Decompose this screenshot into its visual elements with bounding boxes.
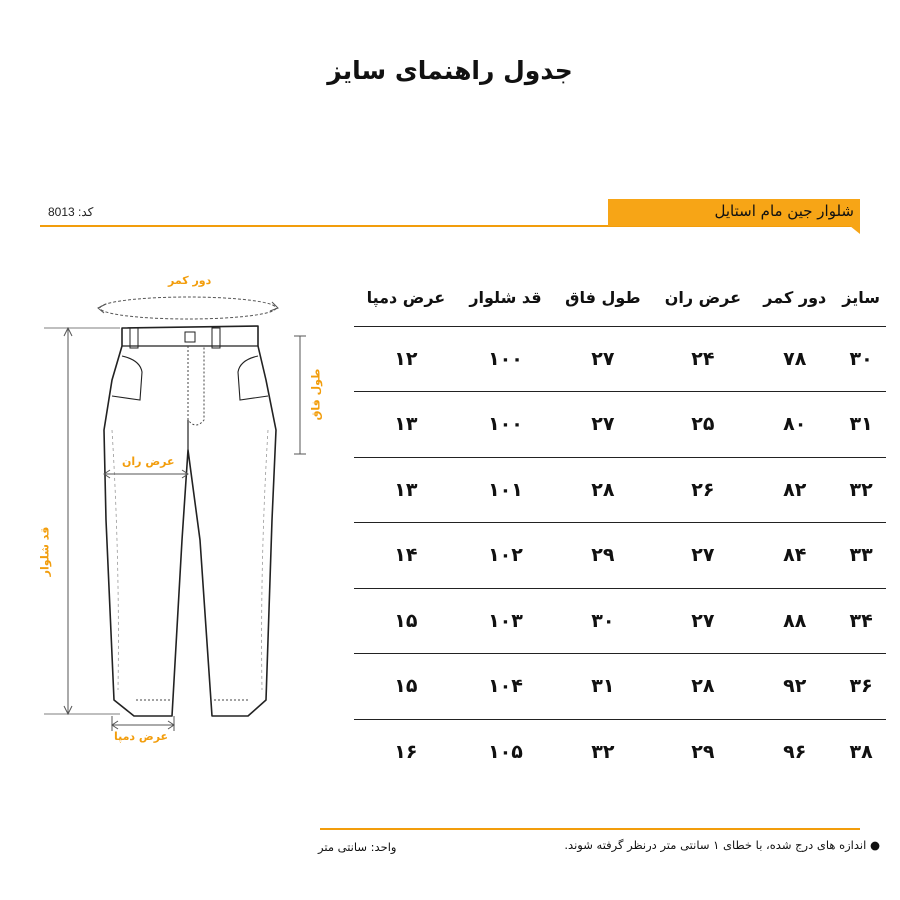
hem-label: عرض دمپا: [114, 730, 169, 743]
cell-waist: ۹۲: [753, 654, 836, 720]
table-row: [354, 719, 886, 785]
cell-thigh: ۲۷: [653, 588, 754, 654]
table-row: [354, 588, 886, 654]
cell-thigh: ۲۴: [653, 326, 754, 392]
product-tab-tail: [850, 226, 860, 234]
cell-rise: ۳۰: [553, 588, 652, 654]
table-row: [354, 457, 886, 523]
cell-hem: ۱۵: [354, 654, 458, 720]
cell-rise: ۲۷: [553, 392, 652, 458]
cell-length: ۱۰۰: [458, 392, 553, 458]
cell-rise: ۳۱: [553, 654, 652, 720]
cell-thigh: ۲۹: [691, 741, 715, 763]
cell-hem: ۱۳: [354, 457, 458, 523]
cell-size: ۳۳: [836, 523, 886, 589]
page-title: جدول راهنمای سایز: [327, 56, 573, 85]
header-size: سایز: [836, 270, 886, 326]
cell-hem: ۱۲: [354, 326, 458, 392]
cell-thigh: ۲۵: [653, 392, 754, 458]
cell-rise: ۲۷: [553, 326, 652, 392]
cell-length: ۱۰۵: [488, 741, 523, 763]
cell-waist: ۸۰: [753, 392, 836, 458]
cell-size: ۳۶: [836, 654, 886, 720]
header-rise: طول فاق: [553, 270, 652, 326]
cell-rise: ۲۹: [553, 523, 652, 589]
header-waist: دور کمر: [753, 270, 836, 326]
cell-length: ۱۰۱: [458, 457, 553, 523]
cell-length: ۱۰۴: [458, 654, 553, 720]
unit-note: واحد: سانتی متر: [318, 840, 397, 854]
cell-size: ۳۱: [836, 392, 886, 458]
cell-rise: ۳۲: [591, 741, 615, 763]
header-length: قد شلوار: [458, 270, 553, 326]
cell-hem: ۱۵: [354, 588, 458, 654]
table-row: [354, 654, 886, 720]
tolerance-note: ● اندازه های درج شده، با خطای ۱ سانتی متر درنظر گرفته شوند.: [564, 838, 880, 852]
cell-size: ۳۴: [836, 588, 886, 654]
cell-waist: ۸۴: [753, 523, 836, 589]
product-name-tab: شلوار جین مام استایل: [608, 199, 860, 226]
table-row: [354, 392, 886, 458]
cell-waist: ۸۲: [753, 457, 836, 523]
header-hem: عرض دمپا: [354, 270, 458, 326]
cell-length: ۱۰۰: [458, 326, 553, 392]
header-thigh: عرض ران: [653, 270, 754, 326]
cell-hem: ۱۳: [354, 392, 458, 458]
table-row: [354, 523, 886, 589]
table-row: [354, 326, 886, 392]
pants-diagram: [0, 260, 340, 760]
cell-rise: ۲۸: [553, 457, 652, 523]
cell-waist: ۸۸: [753, 588, 836, 654]
rise-label: طول فاق: [309, 368, 323, 421]
cell-size: ۳۸: [849, 741, 873, 763]
cell-size: ۳۲: [836, 457, 886, 523]
cell-waist: ۹۶: [783, 741, 807, 763]
cell-thigh: ۲۸: [653, 654, 754, 720]
cell-size: ۳۰: [836, 326, 886, 392]
table-header-row: [354, 270, 886, 326]
size-table: [354, 270, 886, 785]
cell-waist: ۷۸: [753, 326, 836, 392]
waist-label: دور کمر: [168, 274, 212, 287]
cell-thigh: ۲۷: [653, 523, 754, 589]
cell-length: ۱۰۳: [458, 588, 553, 654]
cell-hem: ۱۴: [354, 523, 458, 589]
cell-thigh: ۲۶: [653, 457, 754, 523]
thigh-label: عرض ران: [122, 455, 175, 468]
product-code: کد: 8013: [48, 205, 94, 219]
length-label: قد شلوار: [38, 526, 52, 577]
cell-hem: ۱۶: [394, 741, 418, 763]
cell-length: ۱۰۲: [458, 523, 553, 589]
footer-divider: [320, 828, 860, 830]
